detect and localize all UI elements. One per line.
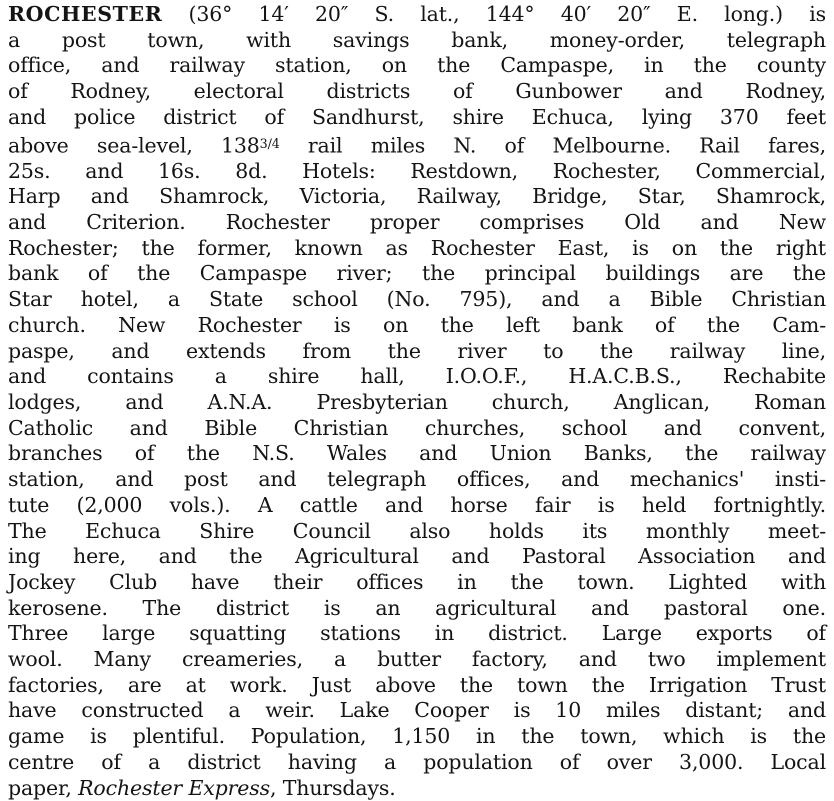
entry-line-27: factories, are at work. Just above the town the Irrigation Trust (8, 672, 826, 697)
entry-line-18: branches of the N.S. Wales and Union Banks, the railway (8, 441, 826, 466)
entry-line-31-start: paper, (8, 775, 79, 800)
entry-line-30: centre of a district having a population of over 3,000. Local (8, 749, 826, 774)
entry-line-10: Rochester; the former, known as Rochester East, is on the right (8, 235, 826, 260)
newspaper-title: Rochester Express (78, 775, 271, 800)
entry-line-15: and contains a shire hall, I.O.O.F., H.A.C.B.S., Rechabite (8, 364, 826, 389)
entry-line-25: Three large squatting stations in district. Large exports of (8, 621, 826, 646)
entry-line-21: The Echuca Shire Council also holds its monthly meet- (8, 518, 826, 543)
entry-line-23: Jockey Club have their offices in the town. Lighted with (8, 569, 826, 594)
entry-line-11: bank of the Campaspe river; the principal buildings are the (8, 261, 826, 286)
entry-line-7: 25s. and 16s. 8d. Hotels: Restdown, Rochester, Commercial, (8, 158, 826, 183)
entry-line-16: lodges, and A.N.A. Presbyterian church, Anglican, Roman (8, 389, 826, 414)
entry-line-20: tute (2,000 vols.). A cattle and horse fair is held fortnightly. (8, 492, 826, 517)
entry-line-1 (8, 2, 826, 28)
entry-headword: ROCHESTER (8, 2, 163, 26)
entry-line-29: game is plentiful. Population, 1,150 in the town, which is the (8, 724, 826, 749)
entry-line-17: Catholic and Bible Christian churches, school and convent, (8, 415, 826, 440)
entry-line-5: and police district of Sandhurst, shire Echuca, lying 370 feet (8, 104, 826, 129)
entry-line-2: a post town, with savings bank, money-order, telegraph (8, 27, 826, 52)
entry-line-26: wool. Many creameries, a butter factory, and two implement (8, 647, 826, 672)
entry-line-24: kerosene. The district is an agricultural and pastoral one. (8, 595, 826, 620)
entry-line-6 (8, 131, 826, 159)
entry-line-3: office, and railway station, on the Campaspe, in the county (8, 53, 826, 78)
entry-line-14: paspe, and extends from the river to the railway line, (8, 338, 826, 363)
entry-coordinates: (36° 14′ 20″ S. lat., 144° 40′ 20″ E. long.) is (162, 2, 826, 26)
entry-line-4: of Rodney, electoral districts of Gunbower and Rodney, (8, 79, 826, 104)
entry-line-31 (8, 776, 826, 801)
entry-line-6-start: above sea-level, 138 (8, 132, 260, 157)
entry-line-31-end: , Thursdays. (270, 775, 396, 800)
rail-miles-fraction: 3/4 (259, 135, 280, 151)
entry-line-12: Star hotel, a State school (No. 795), and a Bible Christian (8, 287, 826, 312)
entry-line-8: Harp and Shamrock, Victoria, Railway, Bridge, Star, Shamrock, (8, 184, 826, 209)
entry-line-9: and Criterion. Rochester proper comprises Old and New (8, 210, 826, 235)
entry-line-19: station, and post and telegraph offices, and mechanics' insti- (8, 467, 826, 492)
entry-line-22: ing here, and the Agricultural and Pastoral Association and (8, 544, 826, 569)
entry-line-13: church. New Rochester is on the left bank of the Cam- (8, 312, 826, 337)
gazetteer-entry (8, 2, 826, 801)
entry-line-28: have constructed a weir. Lake Cooper is 10 miles distant; and (8, 698, 826, 723)
entry-line-6-end: rail miles N. of Melbourne. Rail fares, (279, 132, 826, 157)
